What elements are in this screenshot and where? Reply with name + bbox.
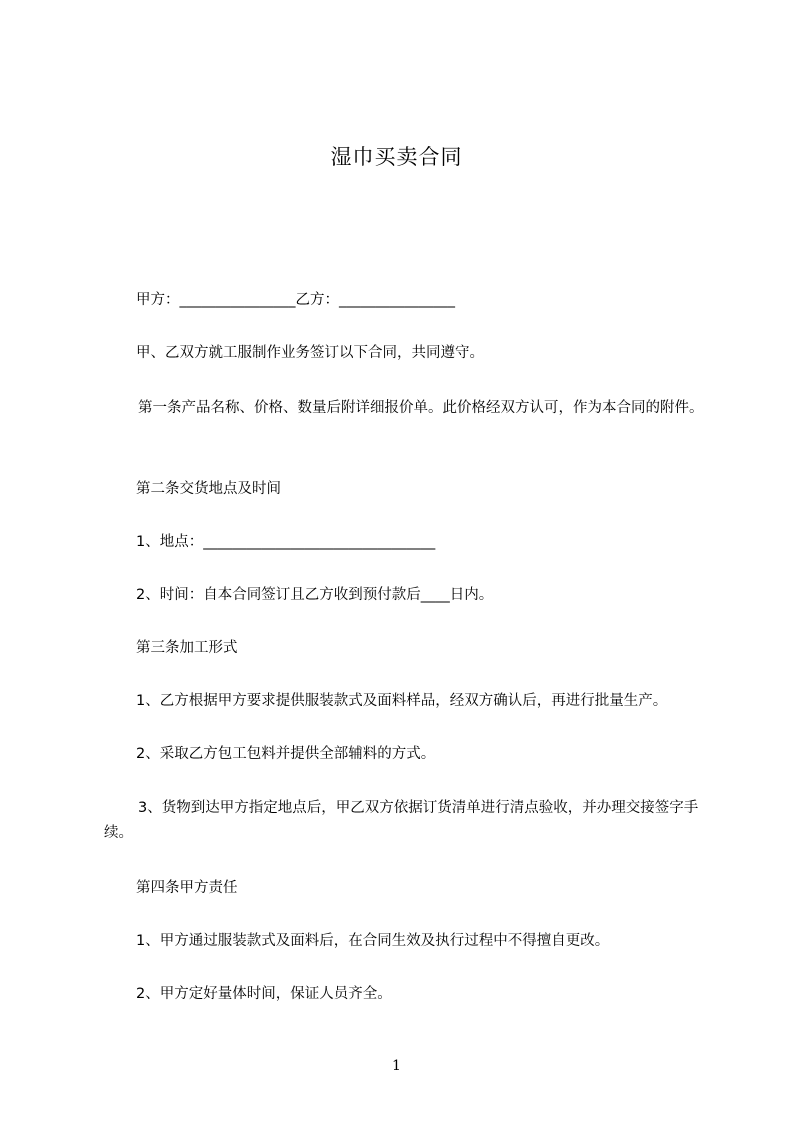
article-4-item-2: 2、甲方定好量体时间，保证人员齐全。 xyxy=(136,986,392,1002)
document-title: 湿巾买卖合同 xyxy=(330,145,463,169)
page-number: 1 xyxy=(392,1058,401,1074)
article-1: 第一条产品名称、价格、数量后附详细报价单。此价格经双方认可，作为本合同的附件。 xyxy=(138,400,704,416)
article-3-item-2: 2、采取乙方包工包料并提供全部辅料的方式。 xyxy=(136,746,436,762)
article-4-heading: 第四条甲方责任 xyxy=(136,880,238,896)
intro-paragraph: 甲、乙双方就工服制作业务签订以下合同，共同遵守。 xyxy=(136,345,484,361)
article-3-heading: 第三条加工形式 xyxy=(136,640,238,656)
article-2-item-2: 2、时间：自本合同签订且乙方收到预付款后____日内。 xyxy=(136,587,494,603)
article-3-item-1: 1、乙方根据甲方要求提供服装款式及面料样品，经双方确认后，再进行批量生产。 xyxy=(136,693,668,709)
article-2-item-1: 1、地点：________________________________ xyxy=(136,534,436,550)
parties-line: 甲方：________________乙方：________________ xyxy=(136,292,455,308)
article-2-heading: 第二条交货地点及时间 xyxy=(136,481,281,497)
article-4-item-1: 1、甲方通过服装款式及面料后，在合同生效及执行过程中不得擅自更改。 xyxy=(136,933,610,949)
article-3-item-3: 3、货物到达甲方指定地点后，甲乙双方依据订货清单进行清点验收，并办理交接签字手续。 xyxy=(104,800,699,841)
